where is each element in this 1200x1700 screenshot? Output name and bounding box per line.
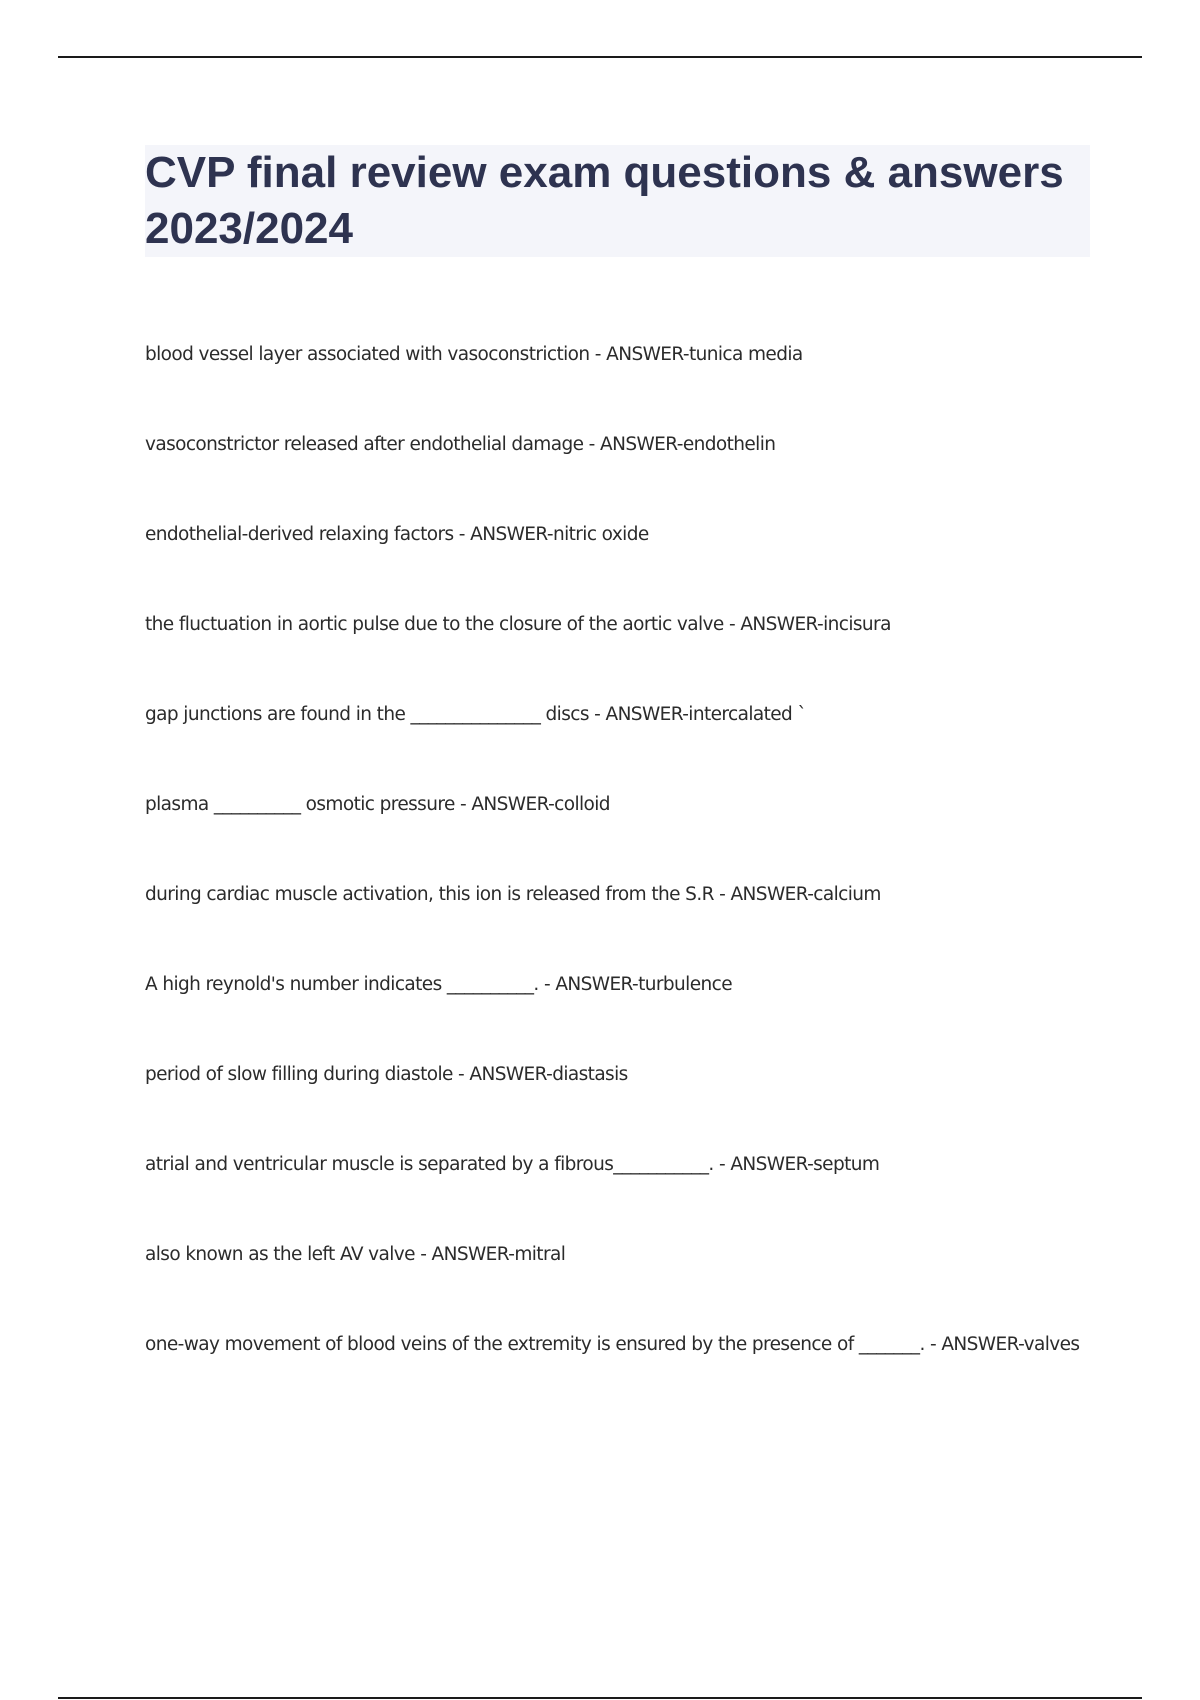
qa-item: A high reynold's number indicates __________. - ANSWER-turbulence — [145, 974, 732, 995]
title-box — [145, 145, 1090, 257]
qa-item: period of slow filling during diastole - ANSWER-diastasis — [145, 1064, 628, 1085]
page-title: CVP final review exam questions & answers 2023/2024 — [145, 148, 1064, 253]
qa-item: one-way movement of blood veins of the extremity is ensured by the presence of _______. - ANSWER-valves — [145, 1334, 1080, 1355]
bottom-rule — [58, 1697, 1142, 1699]
qa-item: during cardiac muscle activation, this ion is released from the S.R - ANSWER-calcium — [145, 884, 881, 905]
qa-item: blood vessel layer associated with vasoconstriction - ANSWER-tunica media — [145, 344, 803, 365]
qa-item: vasoconstrictor released after endothelial damage - ANSWER-endothelin — [145, 434, 776, 455]
qa-list — [145, 340, 1080, 1420]
qa-item: endothelial-derived relaxing factors - ANSWER-nitric oxide — [145, 524, 649, 545]
qa-item: also known as the left AV valve - ANSWER-mitral — [145, 1244, 566, 1265]
qa-item: gap junctions are found in the _______________ discs - ANSWER-intercalated ` — [145, 704, 807, 725]
qa-item: the fluctuation in aortic pulse due to the closure of the aortic valve - ANSWER-incisura — [145, 614, 891, 635]
qa-item: plasma __________ osmotic pressure - ANSWER-colloid — [145, 794, 610, 815]
qa-item: atrial and ventricular muscle is separated by a fibrous___________. - ANSWER-septum — [145, 1154, 880, 1175]
top-rule — [58, 56, 1142, 58]
